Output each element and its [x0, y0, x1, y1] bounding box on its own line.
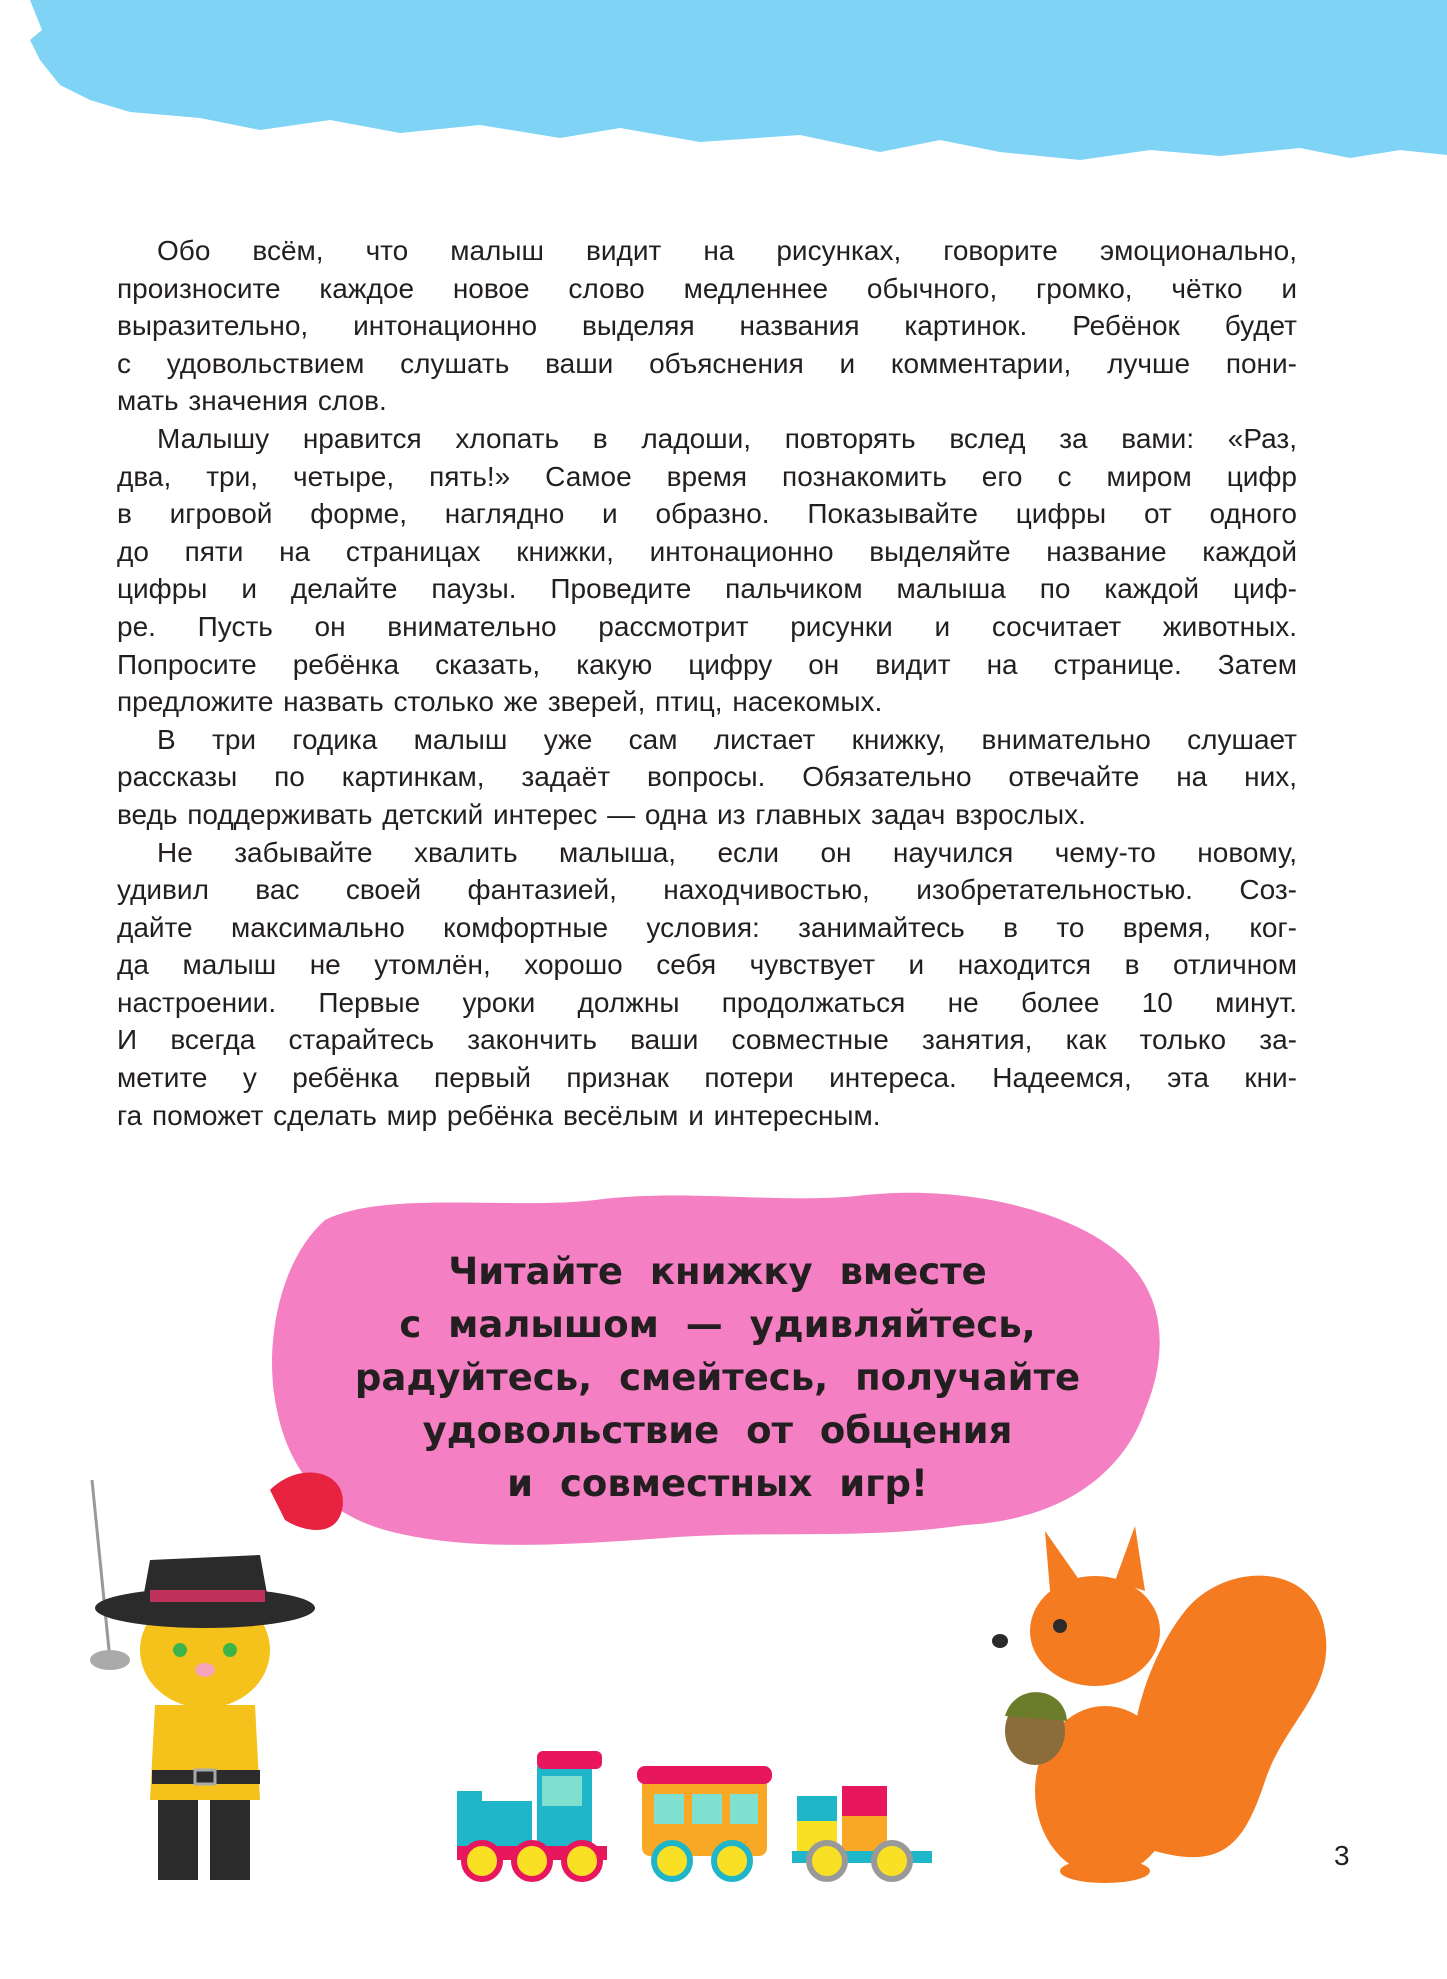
bubble-line: и совместных игр!	[507, 1462, 928, 1505]
text-line: предложите назвать столько же зверей, птиц, насекомых.	[117, 686, 883, 718]
text-line: с удовольствием слушать ваши объяснения и комментарии, лучше пони-	[117, 347, 1297, 379]
blue-brush-band	[0, 0, 1447, 210]
page-number: 3	[1334, 1840, 1350, 1871]
text-line: Малышу нравится хлопать в ладоши, повторять вслед за вами: «Раз,	[157, 422, 1297, 454]
text-line: цифры и делайте паузы. Проведите пальчиком малыша по каждой циф-	[117, 573, 1297, 605]
bubble-text	[265, 1245, 1170, 1510]
text-line: удивил вас своей фантазией, находчивостью, изобретательностью. Соз-	[117, 874, 1297, 906]
text-line: рассказы по картинкам, задаёт вопросы. Обязательно отвечайте на них,	[117, 761, 1297, 793]
text-line: дайте максимально комфортные условия: занимайтесь в то время, ког-	[117, 911, 1297, 943]
text-line: И всегда старайтесь закончить ваши совместные занятия, как только за-	[117, 1024, 1297, 1056]
text-line: ре. Пусть он внимательно рассмотрит рисунки и сосчитает животных.	[117, 610, 1297, 642]
text-line: мать значения слов.	[117, 385, 387, 417]
text-line: Обо всём, что малыш видит на рисунках, говорите эмоционально,	[157, 235, 1297, 266]
text-line: настроении. Первые уроки должны продолжаться не более 10 минут.	[117, 986, 1297, 1018]
text-line: Не забывайте хвалить малыша, если он научился чему-то новому,	[157, 836, 1297, 868]
text-line: Попросите ребёнка сказать, какую цифру он видит на странице. Затем	[117, 648, 1297, 680]
text-line: до пяти на страницах книжки, интонационно выделяйте название каждой	[117, 535, 1297, 567]
puss-in-boots-illustration	[80, 1440, 350, 1890]
bubble-line: Читайте книжку вместе	[448, 1250, 987, 1293]
text-line: метите у ребёнка первый признак потери интереса. Надеемся, эта кни-	[117, 1062, 1297, 1094]
text-line: два, три, четыре, пять!» Самое время познакомить его с миром цифр	[117, 460, 1297, 492]
bubble-line: удовольствие от общения	[422, 1409, 1013, 1452]
bubble-line: радуйтесь, смейтесь, получайте	[354, 1356, 1081, 1399]
text-line: га поможет сделать мир ребёнка весёлым и интересным.	[117, 1099, 881, 1131]
bubble-line: с малышом — удивляйтесь,	[399, 1303, 1036, 1346]
squirrel-illustration	[985, 1521, 1340, 1886]
toy-train-illustration	[442, 1736, 937, 1886]
text-line: в игровой форме, наглядно и образно. Показывайте цифры от одного	[117, 498, 1297, 530]
text-line: да малыш не утомлён, хорошо себя чувствует и находится в отличном	[117, 949, 1297, 981]
text-line: В три годика малыш уже сам листает книжку, внимательно слушает	[157, 723, 1297, 755]
text-line: ведь поддерживать детский интерес — одна из главных задач взрослых.	[117, 798, 1086, 830]
body-text	[117, 232, 1297, 1134]
text-line: выразительно, интонационно выделяя названия картинок. Ребёнок будет	[117, 310, 1297, 342]
text-line: произносите каждое новое слово медленнее обычного, громко, чётко и	[117, 272, 1297, 304]
